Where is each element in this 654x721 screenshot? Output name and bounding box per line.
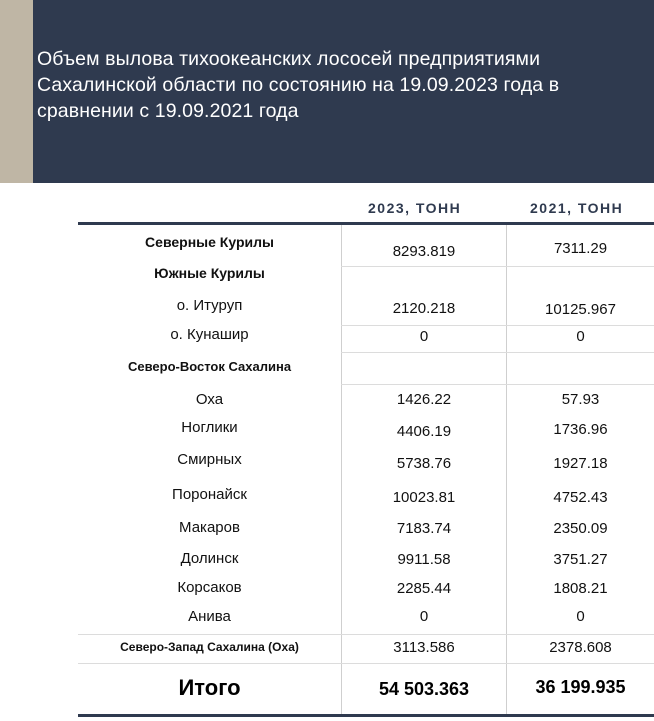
row-divider	[341, 266, 654, 267]
value-2021: 0	[576, 328, 585, 345]
row-name: Северо-Восток Сахалина	[127, 359, 292, 374]
value-2023: 1426.22	[396, 391, 452, 408]
value-2021: 2378.608	[549, 639, 612, 656]
row-divider	[78, 634, 654, 635]
value-2023: 7183.74	[396, 520, 452, 537]
column-header-2021: 2021, ТОНН	[530, 200, 624, 216]
row-name: Поронайск	[172, 486, 247, 503]
catch-table	[78, 194, 654, 721]
row-name: Смирных	[177, 451, 242, 468]
value-2021: 57.93	[561, 391, 600, 408]
row-name: Ноглики	[181, 419, 238, 436]
page-title: Объем вылова тихоокеанских лососей предприятиями Сахалинской области по состоянию на 19.09.2023 года в сравнении с 19.09.2021 года	[37, 48, 560, 122]
row-name: Корсаков	[177, 579, 242, 596]
row-name: Южные Курилы	[154, 265, 265, 281]
total-2021: 36 199.935	[535, 677, 626, 697]
total-label: Итого	[178, 675, 241, 700]
row-name: Северо-Запад Сахалина (Оха)	[120, 640, 299, 654]
row-divider	[341, 384, 654, 385]
header-banner	[33, 0, 654, 183]
value-2021: 1736.96	[553, 421, 608, 438]
row-name: Северные Курилы	[145, 234, 274, 250]
row-divider	[78, 663, 654, 664]
value-2023: 5738.76	[396, 455, 452, 472]
value-2023: 8293.819	[392, 243, 456, 260]
value-2021: 3751.27	[553, 551, 608, 568]
row-name: Макаров	[179, 519, 240, 536]
total-2023: 54 503.363	[378, 679, 470, 699]
row-name: о. Кунашир	[170, 326, 249, 343]
value-2023: 4406.19	[396, 423, 452, 440]
row-name: Анива	[188, 608, 231, 625]
value-2023: 0	[419, 608, 429, 625]
row-name: о. Итуруп	[176, 297, 243, 314]
value-2021: 1808.21	[553, 580, 608, 597]
value-2021: 0	[576, 608, 585, 625]
row-name: Долинск	[180, 550, 239, 567]
value-2021: 4752.43	[553, 489, 608, 506]
value-2023: 2120.218	[392, 300, 456, 317]
value-2023: 10023.81	[392, 489, 456, 506]
row-name: Оха	[195, 391, 224, 408]
value-2023: 2285.44	[396, 580, 452, 597]
value-2021: 10125.967	[545, 301, 616, 318]
value-2023: 9911.58	[397, 551, 451, 568]
column-header-2023: 2023, ТОНН	[368, 200, 462, 216]
value-2023: 0	[419, 328, 429, 345]
value-2021: 1927.18	[553, 455, 608, 472]
table-bottom-rule	[78, 714, 654, 717]
value-2021: 2350.09	[553, 520, 608, 537]
table-top-rule	[78, 222, 654, 225]
row-divider	[341, 352, 654, 353]
value-2021: 7311.29	[553, 240, 608, 257]
row-divider	[341, 325, 654, 326]
value-2023: 3113.586	[393, 639, 455, 656]
side-accent-bar	[0, 0, 33, 183]
